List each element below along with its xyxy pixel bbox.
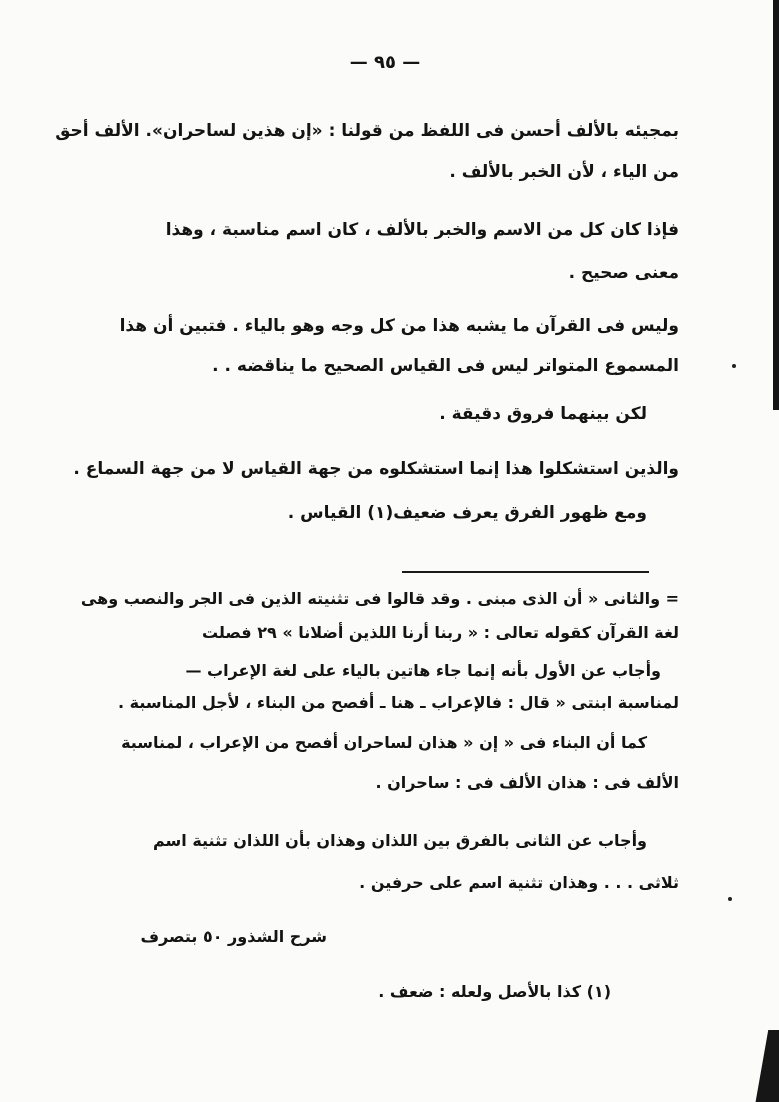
footnote-line-8: ثلاثى . . . وهذان تثنية اسم على حرفين . — [359, 873, 679, 892]
scan-speck — [732, 364, 736, 368]
page-number: — ٩٥ — — [349, 52, 421, 73]
scan-edge-shadow — [773, 0, 779, 410]
scan-speck — [728, 897, 732, 901]
footnote-line-3: وأجاب عن الأول بأنه إنما جاء هاتين بالياء على لغة الإعراب — — [185, 661, 661, 680]
footnote-line-6: الألف فى : هذان الألف فى : ساحران . — [375, 773, 679, 792]
body-line-9: ومع ظهور الفرق يعرف ضعيف(١) القياس . — [287, 503, 647, 523]
footnote-line-7: وأجاب عن الثانى بالفرق بين اللذان وهذان بأن اللذان تثنية اسم — [152, 831, 647, 850]
body-line-5: وليس فى القرآن ما يشبه هذا من كل وجه وهو بالياء . فتبين أن هذا — [119, 316, 679, 336]
footnote-line-4: لمناسبة ابنتى « قال : فالإعراب ـ هنا ـ أفصح من البناء ، لأجل المناسبة . — [118, 693, 679, 712]
footnote-line-5: كما أن البناء فى « إن « هذان لساحران أفصح من الإعراب ، لمناسبة — [121, 733, 647, 752]
footnote-separator — [402, 571, 649, 573]
footnote-1: (١) كذا بالأصل ولعله : ضعف . — [378, 982, 611, 1001]
body-line-2: من الياء ، لأن الخبر بالألف . — [449, 162, 679, 182]
footnote-line-1: = والثانى « أن الذى مبنى . وقد قالوا فى تثنيته الذين فى الجر والنصب وهى — [80, 589, 679, 608]
scan-corner-shadow — [739, 1030, 779, 1102]
body-line-1: بمجيئه بالألف أحسن فى اللفظ من قولنا : «إن هذين لساحران». الألف أحق — [55, 121, 679, 141]
footnote-line-2: لغة القرآن كقوله تعالى : « ربنا أرنا اللذين أضلانا » ٢٩ فصلت — [201, 623, 679, 642]
body-line-3: فإذا كان كل من الاسم والخبر بالألف ، كان اسم مناسبة ، وهذا — [165, 220, 679, 240]
body-line-7: لكن بينهما فروق دقيقة . — [439, 404, 647, 424]
footnote-source: شرح الشذور ٥٠ بتصرف — [140, 927, 327, 946]
body-line-6: المسموع المتواتر ليس فى القياس الصحيح ما يناقضه . . — [212, 356, 679, 376]
body-line-8: والذين استشكلوا هذا إنما استشكلوه من جهة القياس لا من جهة السماع . — [73, 459, 679, 479]
body-line-4: معنى صحيح . — [568, 263, 679, 283]
